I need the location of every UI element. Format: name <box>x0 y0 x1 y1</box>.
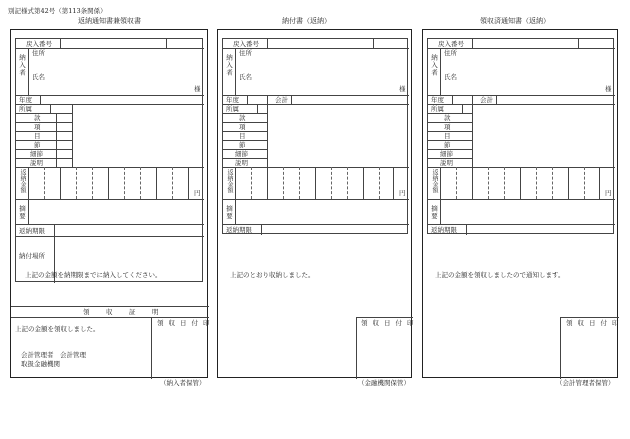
account-no-label: 戻入番号 <box>438 40 464 48</box>
address-label: 住所 <box>32 49 45 57</box>
setsumei-label: 説明 <box>30 159 43 167</box>
name-label: 氏名 <box>239 73 252 81</box>
form3-table <box>427 38 614 234</box>
deadline-label: 返納期限 <box>19 227 45 235</box>
form3-footer: （会計管理者保管） <box>556 379 615 387</box>
saimoku-label: 細節 <box>440 150 453 158</box>
form1-stamp-label: 領収日付印 <box>157 319 215 327</box>
deadline-label: 返納期限 <box>431 226 457 234</box>
moku-label: 目 <box>444 132 451 140</box>
remarks-label: 摘要 <box>430 205 438 220</box>
form1-message: 上記の金額を納期限までに納入してください。 <box>25 271 162 279</box>
remarks-label: 摘要 <box>18 205 26 220</box>
payer-label: 納入者 <box>430 54 438 77</box>
deadline-label: 返納期限 <box>226 226 252 234</box>
form2-stamp-label: 領収日付印 <box>361 319 419 327</box>
form2-title: 納付書（返納） <box>282 17 331 25</box>
fiscal-year-label: 年度 <box>19 96 32 104</box>
setsu-label: 節 <box>444 141 451 149</box>
form2-table <box>222 38 408 234</box>
form3-stamp-label: 領収日付印 <box>566 319 624 327</box>
payer-label: 納入者 <box>225 54 233 77</box>
form-number-label: 別記様式第42号（第113条関係） <box>8 7 107 15</box>
name-label: 氏名 <box>32 73 45 81</box>
kan-label: 款 <box>444 114 451 122</box>
yen-label: 円 <box>605 189 612 197</box>
address-label: 住所 <box>444 49 457 57</box>
accounting-label: 会計 <box>275 96 288 104</box>
form3-receipt-notice <box>422 29 624 378</box>
dept-label: 所属 <box>431 105 444 113</box>
saimoku-label: 細節 <box>235 150 248 158</box>
kan-label: 款 <box>34 114 41 122</box>
honorific-label: 様 <box>399 85 406 93</box>
kou-label: 項 <box>34 123 41 131</box>
setsumei-label: 説明 <box>235 159 248 167</box>
kan-label: 款 <box>239 114 246 122</box>
saimoku-label: 細節 <box>30 150 43 158</box>
accounting-label: 会計 <box>480 96 493 104</box>
signer-treasurer: 会計管理者 会計管理 <box>21 351 86 359</box>
kou-label: 項 <box>239 123 246 131</box>
receipt-title: 領 収 証 明 <box>83 308 164 316</box>
dept-label: 所属 <box>226 105 239 113</box>
form2-payment-slip <box>217 29 419 378</box>
account-no-label: 戻入番号 <box>26 40 52 48</box>
amount-label: 返納金額 <box>226 169 233 193</box>
form1-table <box>15 38 203 282</box>
fiscal-year-label: 年度 <box>431 96 444 104</box>
name-label: 氏名 <box>444 73 457 81</box>
remarks-label: 摘要 <box>225 205 233 220</box>
place-label: 納付場所 <box>19 252 45 260</box>
moku-label: 目 <box>239 132 246 140</box>
yen-label: 円 <box>399 189 406 197</box>
account-no-label: 戻入番号 <box>233 40 259 48</box>
form2-footer: （金融機関保管） <box>358 379 410 387</box>
honorific-label: 様 <box>605 85 612 93</box>
fiscal-year-label: 年度 <box>226 96 239 104</box>
form3-message: 上記の金額を領収しましたので通知します。 <box>435 271 565 279</box>
setsu-label: 節 <box>34 141 41 149</box>
form1-notice-receipt <box>10 29 215 378</box>
kou-label: 項 <box>444 123 451 131</box>
moku-label: 目 <box>34 132 41 140</box>
amount-label: 返納金額 <box>431 169 438 193</box>
setsu-label: 節 <box>239 141 246 149</box>
yen-label: 円 <box>194 189 201 197</box>
dept-label: 所属 <box>19 105 32 113</box>
form3-title: 領収済通知書（返納） <box>480 17 550 25</box>
payer-label: 納入者 <box>18 54 26 77</box>
form1-title: 返納通知書兼領収書 <box>78 17 141 25</box>
signer-bank: 取扱金融機関 <box>21 360 60 368</box>
honorific-label: 様 <box>194 85 201 93</box>
amount-label: 返納金額 <box>19 169 26 193</box>
form1-footer: （納入者保管） <box>160 379 206 387</box>
address-label: 住所 <box>239 49 252 57</box>
setsumei-label: 説明 <box>440 159 453 167</box>
form2-message: 上記のとおり収納しました。 <box>230 271 315 279</box>
receipt-message: 上記の金額を領収しました。 <box>15 325 100 333</box>
